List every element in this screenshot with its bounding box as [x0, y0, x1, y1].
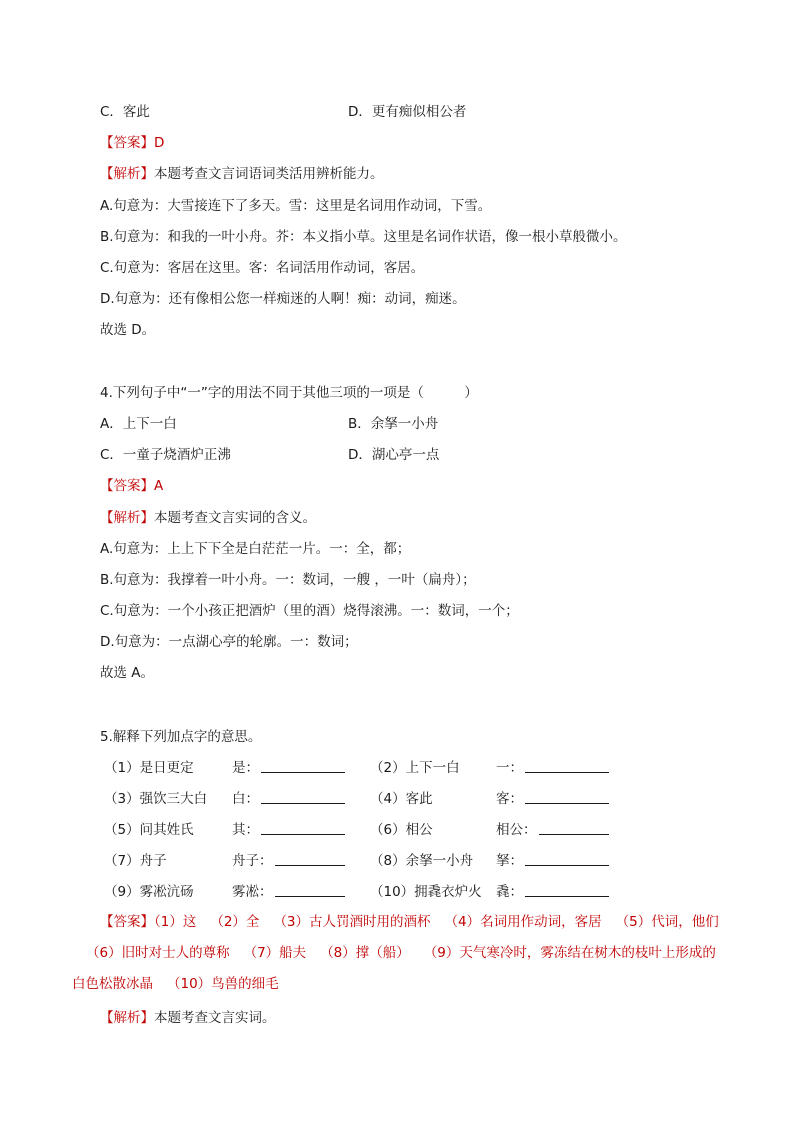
vocab-word: 雾凇： [232, 884, 273, 900]
q4-option-c: C．一童子烧酒炉正沸 [100, 447, 231, 463]
q4-explain-b: B.句意为：我撑着一叶小舟。一：数词，一艘 ，一叶（扁舟）； [100, 572, 476, 588]
q5-stem: 5.解释下列加点字的意思。 [100, 729, 262, 745]
vocab-word: 拏： [496, 853, 523, 869]
vocab-word: 一： [496, 760, 523, 776]
q3-explain-a: A.句意为：大雪接连下了多天。雪：这里是名词用作动词，下雪。 [100, 198, 492, 214]
answer-blank[interactable] [261, 820, 345, 835]
q3-option-d-wrap [348, 102, 466, 122]
analysis-tag: 【解析】 [100, 166, 154, 182]
vocab-word-cell [232, 758, 259, 778]
q5-analysis-text: 本题考查文言实词。 [154, 1010, 276, 1026]
q3-option-c: C．客此 [100, 104, 150, 120]
q3-analysis [100, 164, 384, 184]
answer-tag: 【答案】 [100, 914, 154, 930]
vocab-phrase: （5）问其姓氏 [104, 822, 194, 838]
q5-answer-item: （4）名词用作动词，客居 [444, 914, 602, 930]
q5-answer [72, 907, 726, 1000]
vocab-phrase: （7）舟子 [104, 853, 167, 869]
vocab-word-cell [496, 882, 523, 902]
q3-option-d: D．更有痴似相公者 [348, 104, 467, 120]
q4-analysis-text: 本题考查文言实词的含义。 [154, 510, 316, 526]
answer-blank[interactable] [275, 882, 345, 897]
analysis-tag: 【解析】 [100, 1010, 154, 1026]
vocab-row [104, 820, 624, 840]
vocab-phrase: （2）上下一白 [370, 760, 460, 776]
vocab-phrase: （8）余拏一小舟 [370, 853, 474, 869]
q3-answer [100, 133, 164, 153]
q4-explain-c: C.句意为：一个小孩正把酒炉（里的酒）烧得滚沸。一：数词，一个； [100, 603, 519, 619]
q5-answer-item: （10）鸟兽的细毛 [167, 976, 279, 992]
vocab-word: 客： [496, 791, 523, 807]
vocab-row [104, 882, 624, 902]
vocab-word-cell [232, 789, 259, 809]
q3-answer-value: D [154, 135, 165, 151]
q5-answer-item: （3）古人罚酒时用的酒杯 [273, 914, 431, 930]
q3-options-row [100, 102, 150, 122]
vocab-phrase: （3）强饮三大白 [104, 791, 208, 807]
q3-explain-d: D.句意为：还有像相公您一样痴迷的人啊！痴：动词，痴迷。 [100, 291, 466, 307]
answer-blank[interactable] [261, 758, 345, 773]
vocab-word-cell [496, 820, 537, 840]
vocab-phrase: （10）拥毳衣炉火 [370, 884, 482, 900]
q3-analysis-text: 本题考查文言词语词类活用辨析能力。 [154, 166, 384, 182]
answer-blank[interactable] [539, 820, 609, 835]
answer-tag: 【答案】 [100, 478, 154, 494]
q5-answer-item: （5）代词，他们 [615, 914, 719, 930]
vocab-word-cell [232, 851, 273, 871]
q4-conclusion: 故选 A。 [100, 665, 155, 681]
q5-analysis [100, 1008, 276, 1028]
q5-answer-item: （6）旧时对士人的尊称 [86, 945, 230, 961]
vocab-word-cell [496, 789, 523, 809]
q4-explain-a: A.句意为：上上下下全是白茫茫一片。一：全，都； [100, 541, 411, 557]
vocab-phrase: （1）是日更定 [104, 760, 194, 776]
vocab-word: 舟子： [232, 853, 273, 869]
vocab-word-cell [496, 758, 523, 778]
q5-answer-item: （7）船夫 [243, 945, 307, 961]
answer-blank[interactable] [525, 851, 609, 866]
vocab-phrase: （9）雾凇沆砀 [104, 884, 194, 900]
answer-blank[interactable] [525, 758, 609, 773]
analysis-tag: 【解析】 [100, 510, 154, 526]
vocab-word: 是： [232, 760, 259, 776]
answer-blank[interactable] [261, 789, 345, 804]
q3-explain-c: C.句意为：客居在这里。客：名词活用作动词，客居。 [100, 260, 425, 276]
vocab-row [104, 789, 624, 809]
q4-option-a: A．上下一白 [100, 416, 177, 432]
answer-blank[interactable] [275, 851, 345, 866]
q4-analysis [100, 508, 316, 528]
vocab-row [104, 758, 624, 778]
answer-blank[interactable] [525, 789, 609, 804]
vocab-word-cell [232, 820, 259, 840]
q4-option-d: D．湖心亭一点 [348, 447, 440, 463]
q5-answer-item: （9）天气寒冷时，雾冻结在树木的枝叶上形成的白色松散冰晶 [72, 945, 716, 992]
q4-stem: 4.下列句子中“一”字的用法不同于其他三项的一项是（ ） [100, 385, 478, 401]
answer-tag: 【答案】 [100, 135, 154, 151]
vocab-phrase: （4）客此 [370, 791, 433, 807]
vocab-word: 相公： [496, 822, 537, 838]
vocab-word-cell [232, 882, 273, 902]
vocab-word-cell [496, 851, 523, 871]
q5-answer-item: （1）这 [154, 914, 197, 930]
q4-explain-d: D.句意为：一点湖心亭的轮廓。一：数词； [100, 634, 358, 650]
q5-answer-item: （8）撑（船） [320, 945, 410, 961]
vocab-row [104, 851, 624, 871]
vocab-word: 毳： [496, 884, 523, 900]
vocab-word: 其： [232, 822, 259, 838]
q4-answer-value: A [154, 478, 164, 494]
q3-conclusion: 故选 D。 [100, 322, 156, 338]
q4-answer [100, 476, 163, 496]
answer-blank[interactable] [525, 882, 609, 897]
vocab-phrase: （6）相公 [370, 822, 433, 838]
q3-explain-b: B.句意为：和我的一叶小舟。芥：本义指小草。这里是名词作状语，像一根小草般微小。 [100, 229, 627, 245]
q5-answer-item: （2）全 [210, 914, 260, 930]
q4-option-b: B．余拏一小舟 [348, 416, 439, 432]
vocab-word: 白： [232, 791, 259, 807]
